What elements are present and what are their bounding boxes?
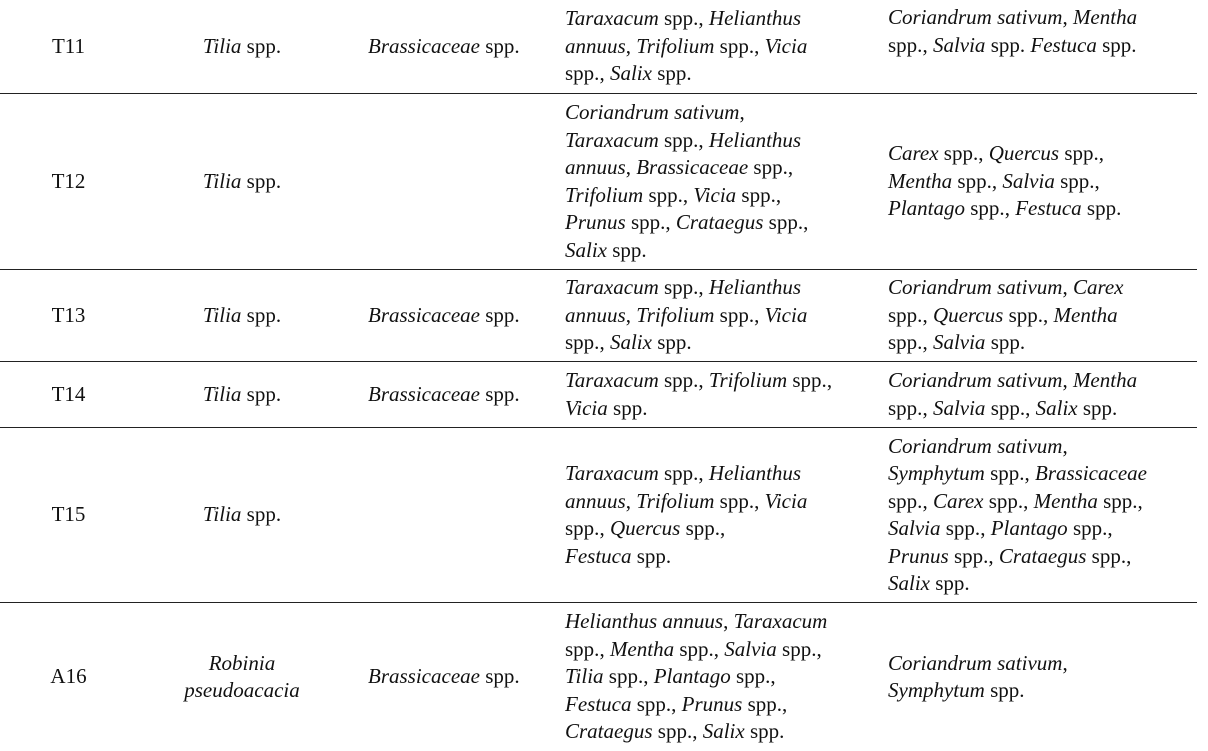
- main-pollen-cell: [137, 428, 347, 602]
- secondary-pollen: Brassicaceae spp.: [368, 381, 520, 406]
- secondary-pollen: Brassicaceae spp.: [368, 33, 520, 58]
- minor-pollen: Helianthus annuus, Taraxacum spp., Mentha spp., Salvia spp., Tilia spp., Plantago spp., Festuca spp., Prunus spp., Crataegus spp., Salix spp.: [565, 609, 828, 744]
- main-pollen: Tilia spp.: [202, 502, 282, 527]
- main-pollen-cell: [137, 95, 347, 269]
- sample-id-cell: [0, 428, 137, 602]
- main-pollen-cell: [137, 0, 347, 93]
- secondary-pollen-cell: [368, 95, 558, 269]
- minor-pollen: Taraxacum spp., Helianthus annuus, Trifolium spp., Vicia spp., Salix spp.: [565, 6, 808, 86]
- secondary-pollen: Brassicaceae spp.: [368, 664, 520, 689]
- trace-pollen: Carex spp., Quercus spp., Mentha spp., Salvia spp., Plantago spp., Festuca spp.: [888, 141, 1122, 221]
- trace-pollen-cell: [888, 604, 1193, 751]
- sample-id-cell: [0, 363, 137, 427]
- secondary-pollen: Brassicaceae spp.: [368, 302, 520, 327]
- table-row: [0, 95, 1197, 270]
- trace-pollen: Coriandrum sativum, Symphytum spp., Brassicaceae spp., Carex spp., Mentha spp., Salvia spp., Plantago spp., Prunus spp., Crataegus spp., Salix spp.: [888, 433, 1147, 595]
- secondary-pollen-cell: [368, 604, 558, 751]
- sample-id-cell: [0, 95, 137, 269]
- minor-pollen: Taraxacum spp., Helianthus annuus, Trifolium spp., Vicia spp., Quercus spp., Festuca spp.: [565, 461, 808, 568]
- main-pollen-cell: [137, 270, 347, 361]
- main-pollen: Tilia spp.: [202, 381, 282, 406]
- table-row: [0, 363, 1197, 428]
- sample-id-cell: [0, 0, 137, 93]
- minor-pollen-cell: [565, 428, 875, 602]
- sample-id: T12: [51, 168, 86, 193]
- trace-pollen-cell: [888, 95, 1193, 269]
- minor-pollen: Taraxacum spp., Trifolium spp., Vicia spp.: [565, 368, 833, 420]
- secondary-pollen-cell: [368, 428, 558, 602]
- trace-pollen: Coriandrum sativum, Mentha spp., Salvia spp., Salix spp.: [888, 368, 1138, 420]
- minor-pollen-cell: [565, 604, 875, 751]
- sample-id: T11: [51, 33, 86, 58]
- secondary-pollen-cell: [368, 270, 558, 361]
- sample-id: T14: [51, 381, 86, 406]
- secondary-pollen-cell: [368, 363, 558, 427]
- table-row: [0, 0, 1197, 94]
- main-pollen-cell: [137, 604, 347, 751]
- minor-pollen-cell: [565, 0, 875, 93]
- trace-pollen-cell: [888, 0, 1193, 97]
- sample-id-cell: [0, 604, 137, 751]
- minor-pollen: Taraxacum spp., Helianthus annuus, Trifolium spp., Vicia spp., Salix spp.: [565, 275, 808, 355]
- minor-pollen-cell: [565, 363, 875, 427]
- trace-pollen-cell: [888, 363, 1193, 427]
- minor-pollen-cell: [565, 95, 875, 269]
- table-row: [0, 428, 1197, 603]
- main-pollen-cell: [137, 363, 347, 427]
- secondary-pollen-cell: [368, 0, 558, 93]
- sample-id: T15: [51, 502, 86, 527]
- sample-id: T13: [51, 302, 86, 327]
- minor-pollen: Coriandrum sativum, Taraxacum spp., Helianthus annuus, Brassicaceae spp., Trifolium spp., Vicia spp., Prunus spp., Crataegus spp., Salix spp.: [565, 100, 809, 262]
- table-row: [0, 270, 1197, 362]
- trace-pollen: Coriandrum sativum, Mentha spp., Salvia spp. Festuca spp.: [888, 5, 1138, 57]
- sample-id: A16: [50, 664, 87, 689]
- main-pollen: Robinia pseudoacacia: [184, 650, 300, 702]
- sample-id-cell: [0, 270, 137, 361]
- main-pollen: Tilia spp.: [202, 302, 282, 327]
- main-pollen: Tilia spp.: [202, 33, 282, 58]
- table-row: [0, 604, 1197, 751]
- trace-pollen-cell: [888, 270, 1193, 361]
- main-pollen: Tilia spp.: [202, 168, 282, 193]
- minor-pollen-cell: [565, 270, 875, 361]
- trace-pollen: Coriandrum sativum, Carex spp., Quercus spp., Mentha spp., Salvia spp.: [888, 275, 1124, 355]
- trace-pollen: Coriandrum sativum, Symphytum spp.: [888, 650, 1068, 702]
- trace-pollen-cell: [888, 428, 1193, 602]
